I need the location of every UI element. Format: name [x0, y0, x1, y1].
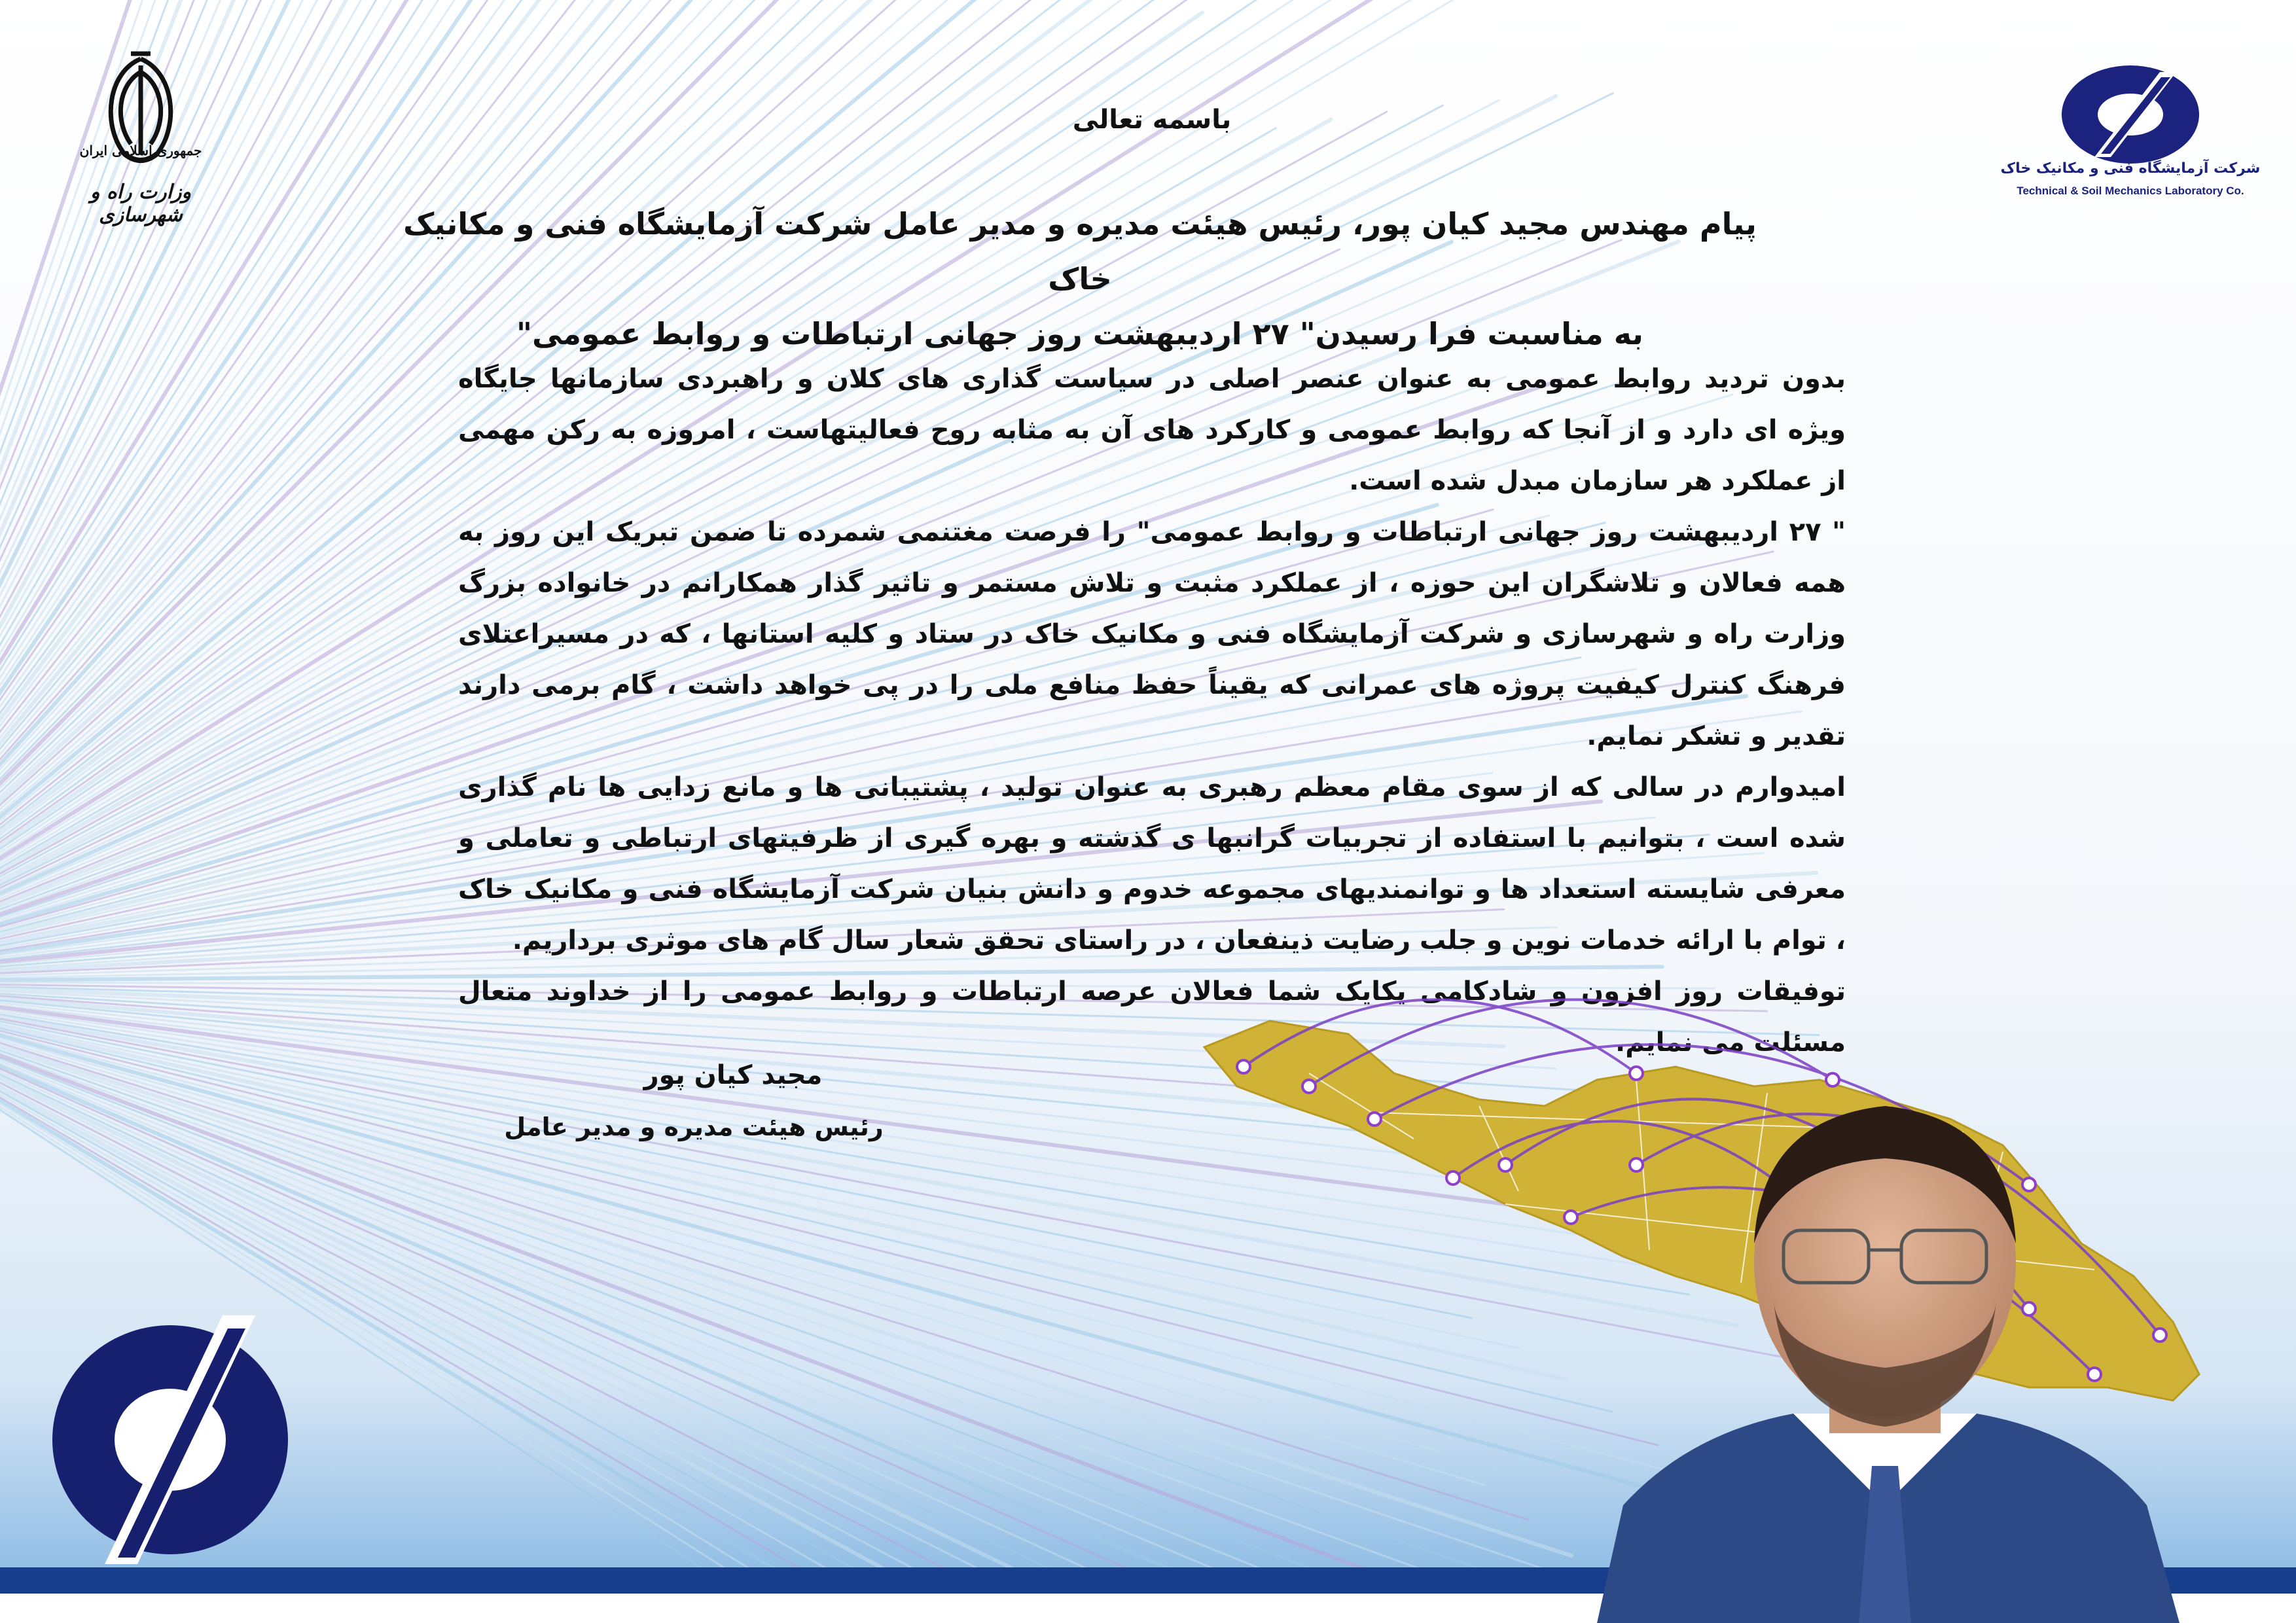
body-paragraph-4: توفیقات روز افزون و شادکامی یکایک شما فعالان عرصه ارتباطات و روابط عمومی را از خداوند متعال مسئلت می نمایم. [458, 976, 1846, 1058]
company-logo-large-icon [46, 1302, 295, 1577]
ministry-emblem-caption: جمهوری اسلامی ایران [79, 143, 202, 158]
message-title-line-1: پیام مهندس مجید کیان پور، رئیس هیئت مدیره و مدیر عامل شرکت آزمایشگاه فنی و مکانیک خاک [403, 206, 1757, 296]
company-logo-icon [2055, 59, 2206, 170]
message-body [458, 353, 1846, 1068]
signature-name: مجید کیان پور [643, 1060, 823, 1090]
body-paragraph-3: امیدوارم در سالی که از سوی مقام معظم رهبری به عنوان تولید ، پشتیبانی ها و مانع زدایی ها نام گذاری شده است ، بتوانیم با استفاده از تجربیات گرانبها ی گذشته و بهره گیری از ظرفیتهای ارتباطی و تعاملی و معرفی شایسته استعداد ها و توانمندیهای مجموعه خدوم و دانش بنیان شرکت آزمایشگاه فنی و مکانیک خاک ، توام با ارائه خدمات نوین و جلب رضایت ذینفعان ، در راستای تحقق شعار سال گام های موثری برداریم. [458, 772, 1846, 955]
company-name-fa: شرکت آزمایشگاه فنی و مکانیک خاک [2000, 160, 2261, 177]
message-title-line-2: به مناسبت فرا رسیدن" ۲۷ اردیبهشت روز جهانی ارتباطات و روابط عمومی" [516, 316, 1643, 351]
basmala-heading: باسمه تعالی [1072, 105, 1232, 135]
body-paragraph-1: بدون تردید روابط عمومی به عنوان عنصر اصلی در سیاست گذاری های کلان و راهبردی سازمانها جایگاه ویژه ای دارد و از آنجا که روابط عمومی و کارکرد های آن به مثابه روح فعالیتهاست ، امروزه به رکن مهمی از عملکرد هر سازمان مبدل شده است. [458, 364, 1846, 496]
message-title [367, 196, 1793, 361]
ministry-name: وزارت راه و شهرسازی [90, 181, 191, 226]
signature-title: رئیس هیئت مدیره و مدیر عامل [504, 1113, 884, 1141]
company-name-en: Technical & Soil Mechanics Laboratory Co. [2017, 185, 2244, 197]
body-paragraph-2: " ۲۷ اردیبهشت روز جهانی ارتباطات و روابط عمومی" را فرصت مغتنمی شمرده تا ضمن تبریک این روز به همه فعالان و تلاشگران این حوزه ، از عملکرد مثبت و تلاش مستمر و تاثیر گذار همکارانم در خانواده بزرگ وزارت راه و شهرسازی و شرکت آزمایشگاه فنی و مکانیک خاک در ستاد و کلیه استانها ، که در مسیراعتلای فرهنگ کنترل کیفیت پروژه های عمرانی که یقیناً حفظ منافع ملی را در پی خواهد داشت ، گام برمی دارند تقدیر و تشکر نمایم. [458, 517, 1846, 751]
executive-portrait [1571, 1047, 2199, 1623]
